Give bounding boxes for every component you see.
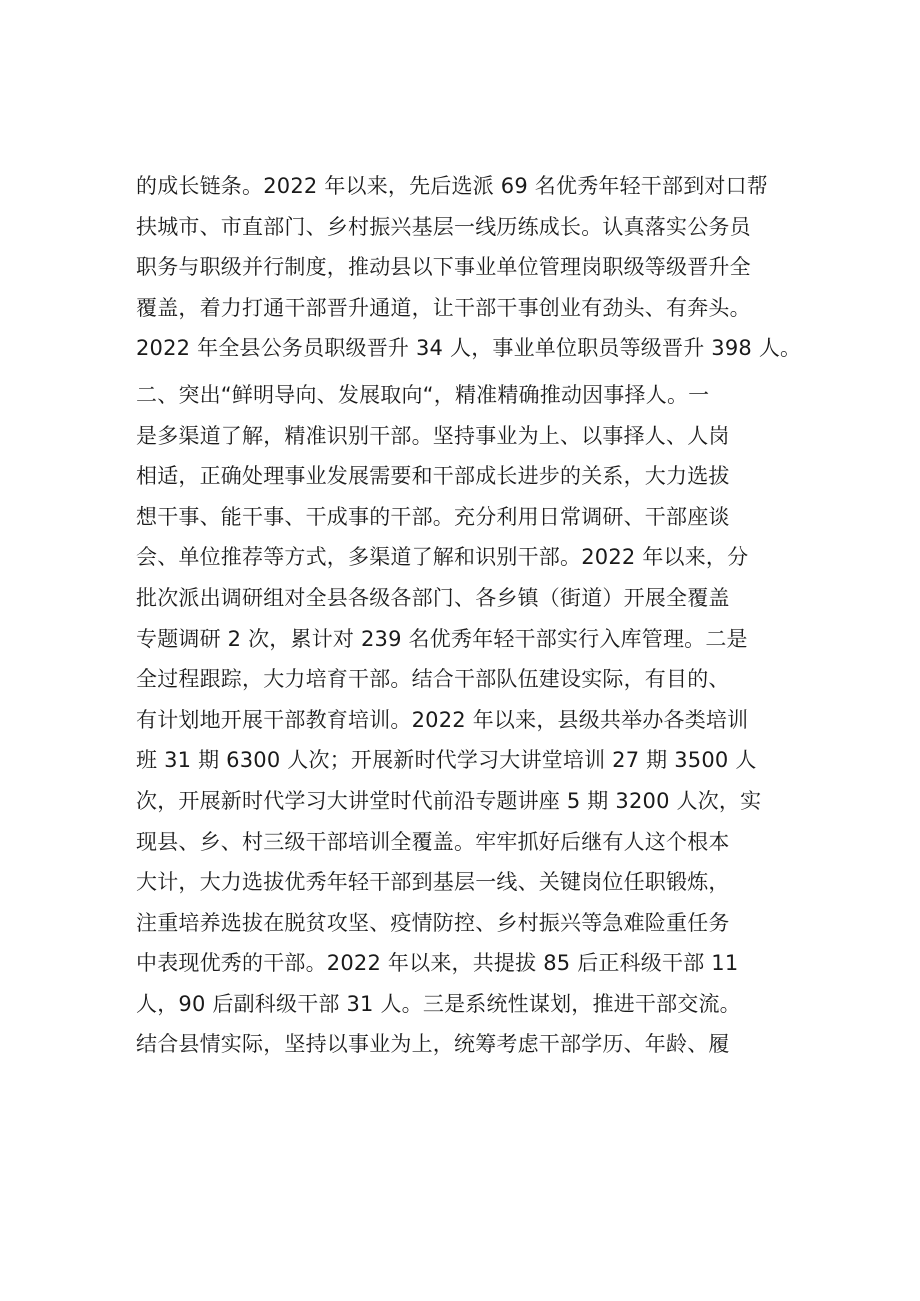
text-line: 二、突出“鲜明导向、发展取向“，精准精确推动因事择人。一 — [136, 382, 710, 407]
text-line: 的成长链条。2022 年以来，先后选派 69 名优秀年轻干部到对口帮 — [136, 174, 768, 198]
text-line: 2022 年全县公务员职级晋升 34 人，事业单位职员等级晋升 398 人。 — [136, 336, 802, 361]
text-line: 专题调研 2 次，累计对 239 名优秀年轻干部实行入库管理。二是 — [136, 626, 748, 651]
document-body — [136, 166, 816, 1065]
text-line: 覆盖，着力打通干部晋升通道，让干部干事创业有劲头、有奔头。 — [136, 295, 751, 320]
text-line: 全过程跟踪，大力培育干部。结合干部队伍建设实际，有目的、 — [136, 667, 730, 692]
text-line: 扶城市、市直部门、乡村振兴基层一线历练成长。认真落实公务员 — [136, 214, 751, 239]
text-line: 现县、乡、村三级干部培训全覆盖。牢牢抓好后继有人这个根本 — [136, 829, 730, 854]
text-line: 有计划地开展干部教育培训。2022 年以来，县级共举办各类培训 — [136, 707, 749, 732]
text-line: 注重培养选拔在脱贫攻坚、疫情防控、乡村振兴等急难险重任务 — [136, 910, 730, 935]
text-line: 班 31 期 6300 人次；开展新时代学习大讲堂培训 27 期 3500 人 — [136, 748, 757, 773]
text-line: 人，90 后副科级干部 31 人。三是系统性谋划，推进干部交流。 — [136, 991, 741, 1016]
text-line: 次，开展新时代学习大讲堂时代前沿专题讲座 5 期 3200 人次，实 — [136, 788, 762, 813]
text-line: 批次派出调研组对全县各级各部门、各乡镇（街道）开展全覆盖 — [136, 585, 730, 610]
text-line: 是多渠道了解，精准识别干部。坚持事业为上、以事择人、人岗 — [136, 423, 730, 448]
text-line: 结合县情实际，坚持以事业为上，统筹考虑干部学历、年龄、履 — [136, 1032, 730, 1057]
text-line: 想干事、能干事、干成事的干部。充分利用日常调研、干部座谈 — [136, 504, 730, 529]
paragraph-2 — [136, 375, 816, 1065]
text-line: 职务与职级并行制度，推动县以下事业单位管理岗职级等级晋升全 — [136, 255, 751, 280]
text-line: 会、单位推荐等方式，多渠道了解和识别干部。2022 年以来，分 — [136, 545, 749, 570]
text-line: 中表现优秀的干部。2022 年以来，共提拔 85 后正科级干部 11 — [136, 951, 739, 976]
text-line: 大计，大力选拔优秀年轻干部到基层一线、关键岗位任职锻炼， — [136, 870, 730, 895]
text-line: 相适，正确处理事业发展需要和干部成长进步的关系，大力选拔 — [136, 464, 730, 489]
paragraph-1 — [136, 166, 816, 369]
